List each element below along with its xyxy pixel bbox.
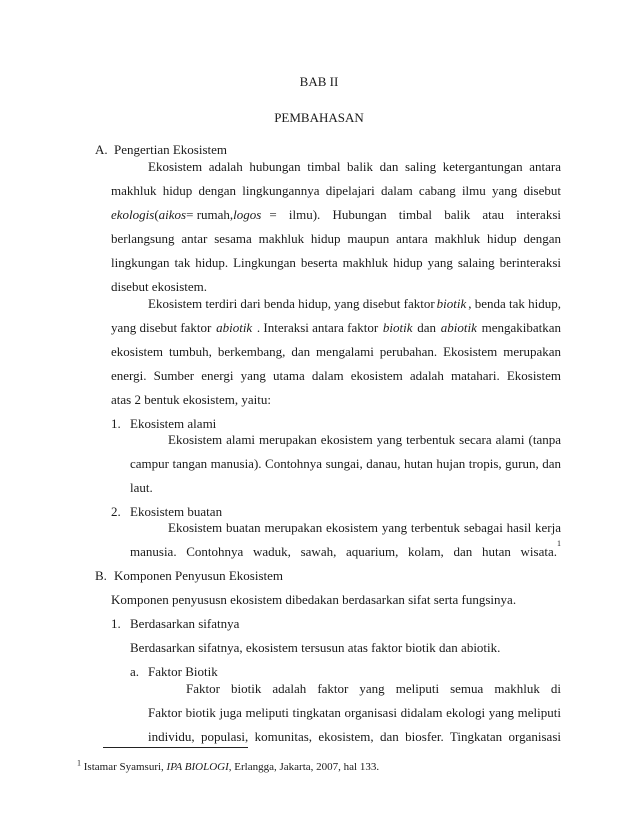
list-item-title: Faktor Biotik [148, 664, 218, 679]
chapter-number: BAB II [299, 74, 339, 89]
paragraph-line: Faktor biotik adalah faktor yang meliputi semua makhluk di [186, 681, 561, 696]
section-a-marker: A. [95, 142, 108, 157]
footnote-publication: , Erlangga, Jakarta, 2007, hal 133. [228, 761, 380, 773]
section-a-heading: Pengertian Ekosistem [114, 142, 228, 157]
paragraph-line: laut. [130, 480, 153, 495]
paragraph-line: atas 2 bentuk ekosistem, yaitu: [111, 392, 271, 407]
paragraph-line: individu, populasi, komunitas, ekosistem, dan biosfer. Tingkatan organisasi [148, 729, 561, 744]
paragraph-line: Ekosistem adalah hubungan timbal balik dan saling ketergantungan antara [148, 159, 561, 174]
paragraph-line: Komponen penyususn ekosistem dibedakan berdasarkan sifat serta fungsinya. [111, 592, 517, 607]
footnote-author: Istamar Syamsuri, [83, 761, 164, 773]
footnote-book-title: IPA BIOLOGI [166, 761, 229, 773]
paragraph-line: lingkungan tak hidup. Lingkungan beserta makhluk hidup yang salaing berinteraksi [111, 255, 561, 270]
text-segment: = ilmu). Hubungan timbal balik atau interaksi [269, 207, 561, 222]
list-marker: 1. [111, 616, 121, 631]
text-segment: Ekosistem terdiri dari benda hidup, yang disebut faktor [148, 296, 435, 311]
text-segment: mengakibatkan [481, 320, 561, 335]
list-marker: a. [130, 664, 140, 679]
paragraph-line: Ekosistem alami merupakan ekosistem yang terbentuk secara alami (tanpa [168, 432, 561, 447]
list-marker: 2. [111, 504, 121, 519]
paragraph-line: makhluk hidup dengan lingkungannya dipelajari dalam cabang ilmu yang disebut [111, 183, 561, 198]
paragraph-line: energi. Sumber energi yang utama dalam ekosistem adalah matahari. Ekosistem [111, 368, 561, 383]
paragraph-line: Ekosistem buatan merupakan ekosistem yang terbentuk sebagai hasil kerja [168, 520, 561, 535]
term-abiotik: abiotik [440, 320, 477, 335]
paren-open: ( [154, 207, 159, 222]
footnote-separator [103, 747, 248, 748]
text-segment: dan [417, 320, 437, 335]
term-biotik: biotik [436, 296, 467, 311]
term-biotik: biotik [382, 320, 413, 335]
text-segment: yang disebut faktor [111, 320, 212, 335]
footnote-number: 1 [77, 758, 81, 768]
list-item-title: Berdasarkan sifatnya [130, 616, 240, 631]
term-abiotik: abiotik [216, 320, 253, 335]
footnote [77, 760, 379, 774]
text-segment: manusia. Contohnya waduk, sawah, aquarium, kolam, dan hutan wisata. [130, 544, 557, 559]
paragraph-line [111, 320, 561, 336]
paragraph-line [111, 207, 561, 223]
paragraph-line [130, 539, 561, 560]
list-marker: 1. [111, 416, 121, 431]
paragraph-line: berlangsung antar sesama makhluk hidup maupun antara makhluk hidup dengan [111, 231, 561, 246]
term-aikos: aikos [158, 207, 187, 222]
list-item-title: Ekosistem buatan [130, 504, 223, 519]
paragraph-line: Berdasarkan sifatnya, ekosistem tersusun atas faktor biotik dan abiotik. [130, 640, 501, 655]
term-logos: logos [233, 207, 262, 222]
paragraph-line: disebut ekosistem. [111, 279, 208, 294]
chapter-title: PEMBAHASAN [274, 110, 364, 125]
section-b-heading: Komponen Penyusun Ekosistem [114, 568, 283, 583]
list-item-title: Ekosistem alami [130, 416, 217, 431]
paragraph-line: Faktor biotik juga meliputi tingkatan organisasi didalam ekologi yang meliputi [148, 705, 561, 720]
paragraph-line: ekosistem tumbuh, berkembang, dan mengalami perubahan. Ekosistem merupakan [111, 344, 561, 359]
text-segment: = rumah, [186, 207, 234, 222]
text-segment: , benda tak hidup, [468, 296, 561, 311]
footnote-ref: 1 [557, 539, 561, 548]
paragraph-line [148, 296, 561, 312]
paragraph-line: campur tangan manusia). Contohnya sungai, danau, hutan hujan tropis, gurun, dan [130, 456, 561, 471]
section-b-marker: B. [95, 568, 107, 583]
text-segment: . Interaksi antara faktor [256, 320, 379, 335]
term-ekologis: ekologis [111, 207, 155, 222]
